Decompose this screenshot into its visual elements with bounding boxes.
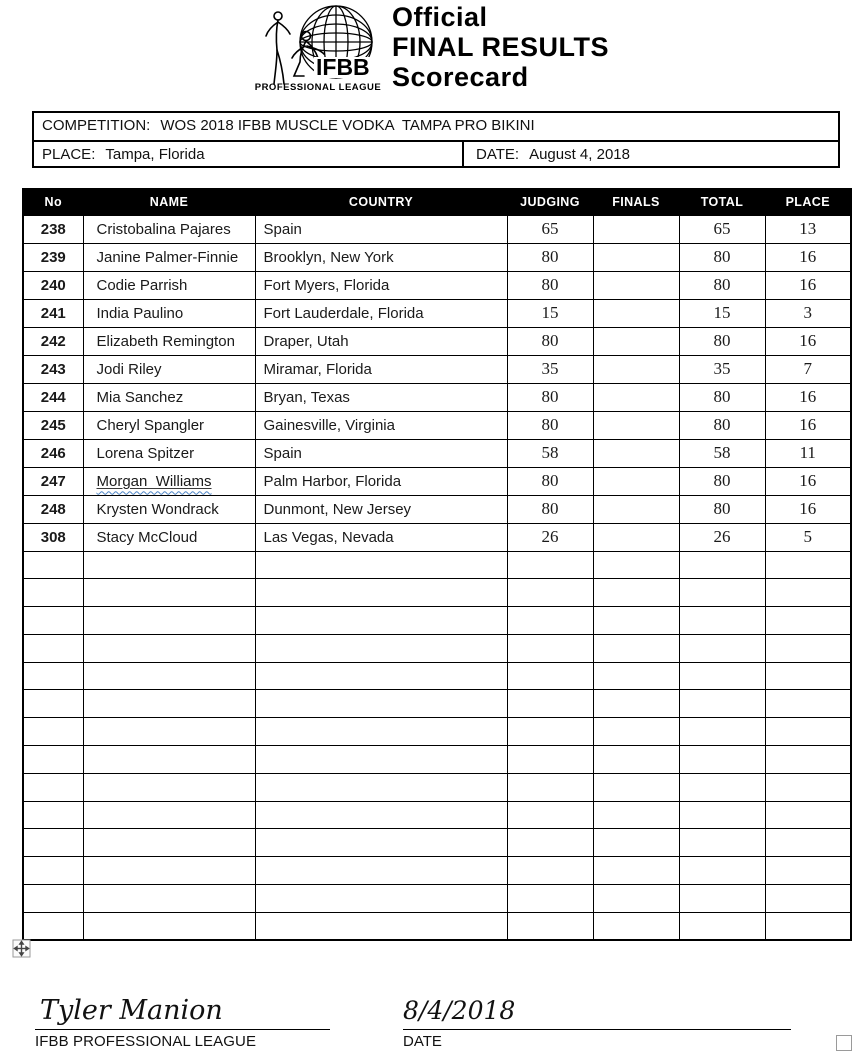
- empty-cell: [765, 912, 851, 940]
- cell-name: Jodi Riley: [83, 355, 255, 383]
- header-row: [23, 189, 851, 215]
- cell-judging: 80: [507, 411, 593, 439]
- empty-cell: [507, 634, 593, 662]
- column-header-finals: FINALS: [593, 189, 679, 215]
- empty-row: [23, 746, 851, 774]
- cell-total: 80: [679, 467, 765, 495]
- place-value: Tampa, Florida: [105, 146, 205, 163]
- empty-cell: [255, 551, 507, 579]
- cell-total: 80: [679, 495, 765, 523]
- empty-cell: [679, 551, 765, 579]
- ifbb-logo-graphic: [248, 0, 388, 95]
- empty-cell: [507, 857, 593, 885]
- empty-cell: [765, 857, 851, 885]
- place-date-row: [34, 140, 838, 166]
- cell-name: Krysten Wondrack: [83, 495, 255, 523]
- empty-cell: [679, 857, 765, 885]
- empty-cell: [23, 885, 83, 913]
- date-signed-block: [403, 993, 791, 1050]
- empty-cell: [83, 690, 255, 718]
- empty-cell: [23, 801, 83, 829]
- cell-judging: 80: [507, 271, 593, 299]
- empty-cell: [593, 829, 679, 857]
- cell-country: Palm Harbor, Florida: [255, 467, 507, 495]
- cell-name: Codie Parrish: [83, 271, 255, 299]
- cell-finals: [593, 215, 679, 243]
- cell-place: 16: [765, 467, 851, 495]
- cell-no: 242: [23, 327, 83, 355]
- move-cross-icon: [12, 939, 32, 959]
- empty-cell: [507, 829, 593, 857]
- cell-no: 240: [23, 271, 83, 299]
- date-signed-line: [403, 993, 791, 1030]
- empty-cell: [765, 579, 851, 607]
- cell-finals: [593, 271, 679, 299]
- date-value: August 4, 2018: [529, 146, 630, 163]
- empty-cell: [507, 551, 593, 579]
- cell-name: Lorena Spitzer: [83, 439, 255, 467]
- empty-cell: [765, 801, 851, 829]
- empty-cell: [83, 579, 255, 607]
- empty-cell: [593, 634, 679, 662]
- empty-cell: [83, 662, 255, 690]
- empty-cell: [23, 912, 83, 940]
- empty-cell: [23, 829, 83, 857]
- column-header-total: TOTAL: [679, 189, 765, 215]
- cell-total: 80: [679, 383, 765, 411]
- empty-cell: [593, 801, 679, 829]
- empty-cell: [593, 579, 679, 607]
- empty-cell: [507, 801, 593, 829]
- empty-cell: [507, 579, 593, 607]
- resize-handle-box: [836, 1035, 852, 1051]
- cell-judging: 26: [507, 523, 593, 551]
- document-title: [392, 2, 609, 92]
- cell-judging: 80: [507, 467, 593, 495]
- empty-cell: [507, 607, 593, 635]
- signature-line: [35, 993, 330, 1030]
- competition-label: COMPETITION:: [42, 117, 151, 134]
- cell-total: 26: [679, 523, 765, 551]
- cell-judging: 58: [507, 439, 593, 467]
- column-header-judging: JUDGING: [507, 189, 593, 215]
- cell-finals: [593, 299, 679, 327]
- spellcheck-squiggle-name: Morgan Williams: [96, 472, 212, 490]
- empty-cell: [255, 607, 507, 635]
- empty-cell: [23, 551, 83, 579]
- signature-name: Tyler Manion: [40, 995, 223, 1026]
- professional-league-wordmark: PROFESSIONAL LEAGUE: [254, 82, 382, 93]
- empty-cell: [255, 801, 507, 829]
- empty-row: [23, 607, 851, 635]
- empty-cell: [507, 718, 593, 746]
- table-row: [23, 495, 851, 523]
- cell-finals: [593, 411, 679, 439]
- empty-row: [23, 857, 851, 885]
- empty-cell: [679, 746, 765, 774]
- cell-country: Fort Lauderdale, Florida: [255, 299, 507, 327]
- empty-row: [23, 885, 851, 913]
- empty-cell: [83, 912, 255, 940]
- table-row: [23, 243, 851, 271]
- table-row: [23, 439, 851, 467]
- empty-cell: [507, 746, 593, 774]
- empty-cell: [83, 885, 255, 913]
- empty-cell: [593, 662, 679, 690]
- empty-row: [23, 690, 851, 718]
- place-cell: [34, 142, 464, 166]
- cell-country: Dunmont, New Jersey: [255, 495, 507, 523]
- empty-cell: [593, 885, 679, 913]
- cell-total: 35: [679, 355, 765, 383]
- empty-cell: [593, 690, 679, 718]
- empty-cell: [23, 634, 83, 662]
- cell-total: 80: [679, 271, 765, 299]
- competition-info-box: [32, 111, 840, 168]
- cell-judging: 80: [507, 327, 593, 355]
- cell-place: 16: [765, 383, 851, 411]
- empty-cell: [255, 718, 507, 746]
- cell-place: 16: [765, 243, 851, 271]
- signature-org: IFBB PROFESSIONAL LEAGUE: [35, 1033, 257, 1050]
- empty-cell: [83, 773, 255, 801]
- empty-cell: [255, 885, 507, 913]
- cell-country: Gainesville, Virginia: [255, 411, 507, 439]
- empty-cell: [679, 662, 765, 690]
- cell-name: India Paulino: [83, 299, 255, 327]
- empty-row: [23, 662, 851, 690]
- cell-no: 246: [23, 439, 83, 467]
- empty-cell: [507, 885, 593, 913]
- table-row: [23, 215, 851, 243]
- empty-row: [23, 634, 851, 662]
- cell-name: Elizabeth Remington: [83, 327, 255, 355]
- empty-cell: [23, 773, 83, 801]
- empty-cell: [255, 634, 507, 662]
- empty-cell: [765, 662, 851, 690]
- empty-cell: [765, 718, 851, 746]
- cell-judging: 35: [507, 355, 593, 383]
- cell-judging: 80: [507, 383, 593, 411]
- table-row: [23, 523, 851, 551]
- cell-judging: 15: [507, 299, 593, 327]
- cell-country: Spain: [255, 215, 507, 243]
- empty-cell: [23, 579, 83, 607]
- empty-row: [23, 801, 851, 829]
- cell-name: Cristobalina Pajares: [83, 215, 255, 243]
- place-label: PLACE:: [42, 146, 96, 163]
- cell-finals: [593, 495, 679, 523]
- empty-row: [23, 829, 851, 857]
- empty-row: [23, 773, 851, 801]
- empty-row: [23, 912, 851, 940]
- empty-cell: [255, 662, 507, 690]
- cell-finals: [593, 243, 679, 271]
- cell-judging: 80: [507, 495, 593, 523]
- cell-name: Mia Sanchez: [83, 383, 255, 411]
- cell-total: 58: [679, 439, 765, 467]
- empty-cell: [255, 746, 507, 774]
- empty-cell: [507, 912, 593, 940]
- cell-place: 16: [765, 495, 851, 523]
- empty-cell: [23, 607, 83, 635]
- empty-cell: [765, 690, 851, 718]
- table-row: [23, 411, 851, 439]
- signature-block: [35, 993, 330, 1050]
- empty-cell: [765, 551, 851, 579]
- results-table-header: [23, 189, 851, 215]
- cell-no: 245: [23, 411, 83, 439]
- ifbb-professional-league-logo: [248, 0, 388, 95]
- empty-cell: [593, 551, 679, 579]
- empty-cell: [255, 857, 507, 885]
- column-header-no: No: [23, 189, 83, 215]
- cell-country: Bryan, Texas: [255, 383, 507, 411]
- title-line-scorecard: Scorecard: [392, 62, 529, 92]
- empty-row: [23, 718, 851, 746]
- date-signed-label: DATE: [403, 1033, 442, 1050]
- empty-cell: [679, 912, 765, 940]
- empty-cell: [23, 662, 83, 690]
- empty-cell: [507, 773, 593, 801]
- empty-cell: [83, 551, 255, 579]
- cell-total: 80: [679, 411, 765, 439]
- empty-cell: [83, 801, 255, 829]
- table-row: [23, 355, 851, 383]
- empty-cell: [679, 801, 765, 829]
- cell-name: Stacy McCloud: [83, 523, 255, 551]
- table-row: [23, 327, 851, 355]
- date-cell: [464, 142, 838, 166]
- competition-row: [34, 113, 838, 140]
- cell-judging: 80: [507, 243, 593, 271]
- table-move-handle[interactable]: [12, 939, 32, 959]
- cell-place: 11: [765, 439, 851, 467]
- empty-cell: [255, 773, 507, 801]
- empty-cell: [765, 829, 851, 857]
- cell-name: [83, 467, 255, 495]
- table-row: [23, 383, 851, 411]
- cell-name: Janine Palmer-Finnie: [83, 243, 255, 271]
- cell-country: Miramar, Florida: [255, 355, 507, 383]
- title-line-final-results: FINAL RESULTS: [392, 32, 610, 62]
- cell-no: 308: [23, 523, 83, 551]
- cell-country: Fort Myers, Florida: [255, 271, 507, 299]
- cell-no: 248: [23, 495, 83, 523]
- empty-cell: [679, 885, 765, 913]
- empty-cell: [83, 829, 255, 857]
- cell-country: Las Vegas, Nevada: [255, 523, 507, 551]
- table-row: [23, 271, 851, 299]
- empty-cell: [23, 690, 83, 718]
- cell-no: 238: [23, 215, 83, 243]
- date-label: DATE:: [476, 146, 520, 163]
- cell-place: 13: [765, 215, 851, 243]
- cell-finals: [593, 327, 679, 355]
- cell-total: 65: [679, 215, 765, 243]
- cell-no: 247: [23, 467, 83, 495]
- empty-cell: [593, 746, 679, 774]
- empty-cell: [507, 690, 593, 718]
- empty-row: [23, 551, 851, 579]
- date-signed-value: 8/4/2018: [403, 996, 516, 1025]
- column-header-place: PLACE: [765, 189, 851, 215]
- empty-cell: [679, 718, 765, 746]
- empty-cell: [507, 662, 593, 690]
- ifbb-wordmark: IFBB: [316, 54, 370, 80]
- cell-finals: [593, 355, 679, 383]
- cell-total: 80: [679, 243, 765, 271]
- cell-country: Brooklyn, New York: [255, 243, 507, 271]
- cell-finals: [593, 383, 679, 411]
- cell-country: Spain: [255, 439, 507, 467]
- empty-cell: [593, 857, 679, 885]
- cell-country: Draper, Utah: [255, 327, 507, 355]
- empty-cell: [23, 857, 83, 885]
- empty-cell: [83, 857, 255, 885]
- empty-cell: [83, 634, 255, 662]
- column-header-name: NAME: [83, 189, 255, 215]
- empty-cell: [679, 579, 765, 607]
- empty-cell: [765, 607, 851, 635]
- empty-cell: [679, 773, 765, 801]
- cell-no: 244: [23, 383, 83, 411]
- competition-value: WOS 2018 IFBB MUSCLE VODKA TAMPA PRO BIKINI: [160, 117, 535, 134]
- cell-no: 243: [23, 355, 83, 383]
- cell-no: 239: [23, 243, 83, 271]
- empty-cell: [593, 773, 679, 801]
- cell-total: 15: [679, 299, 765, 327]
- empty-cell: [255, 912, 507, 940]
- cell-place: 7: [765, 355, 851, 383]
- cell-no: 241: [23, 299, 83, 327]
- empty-cell: [679, 690, 765, 718]
- empty-row: [23, 579, 851, 607]
- results-table: [22, 188, 852, 941]
- empty-cell: [83, 718, 255, 746]
- cell-finals: [593, 467, 679, 495]
- cell-finals: [593, 523, 679, 551]
- empty-cell: [593, 607, 679, 635]
- empty-cell: [679, 634, 765, 662]
- table-row: [23, 299, 851, 327]
- empty-cell: [83, 607, 255, 635]
- empty-cell: [255, 829, 507, 857]
- cell-finals: [593, 439, 679, 467]
- cell-name: Cheryl Spangler: [83, 411, 255, 439]
- empty-cell: [83, 746, 255, 774]
- empty-cell: [765, 885, 851, 913]
- cell-total: 80: [679, 327, 765, 355]
- empty-cell: [679, 829, 765, 857]
- cell-place: 5: [765, 523, 851, 551]
- cell-judging: 65: [507, 215, 593, 243]
- empty-cell: [593, 718, 679, 746]
- title-line-official: Official: [392, 2, 488, 32]
- empty-cell: [679, 607, 765, 635]
- empty-cell: [593, 912, 679, 940]
- empty-cell: [23, 746, 83, 774]
- column-header-country: COUNTRY: [255, 189, 507, 215]
- table-row: [23, 467, 851, 495]
- empty-cell: [765, 746, 851, 774]
- empty-cell: [255, 690, 507, 718]
- cell-place: 16: [765, 411, 851, 439]
- empty-cell: [255, 579, 507, 607]
- empty-cell: [765, 634, 851, 662]
- cell-place: 16: [765, 327, 851, 355]
- cell-place: 3: [765, 299, 851, 327]
- empty-cell: [765, 773, 851, 801]
- cell-place: 16: [765, 271, 851, 299]
- empty-cell: [23, 718, 83, 746]
